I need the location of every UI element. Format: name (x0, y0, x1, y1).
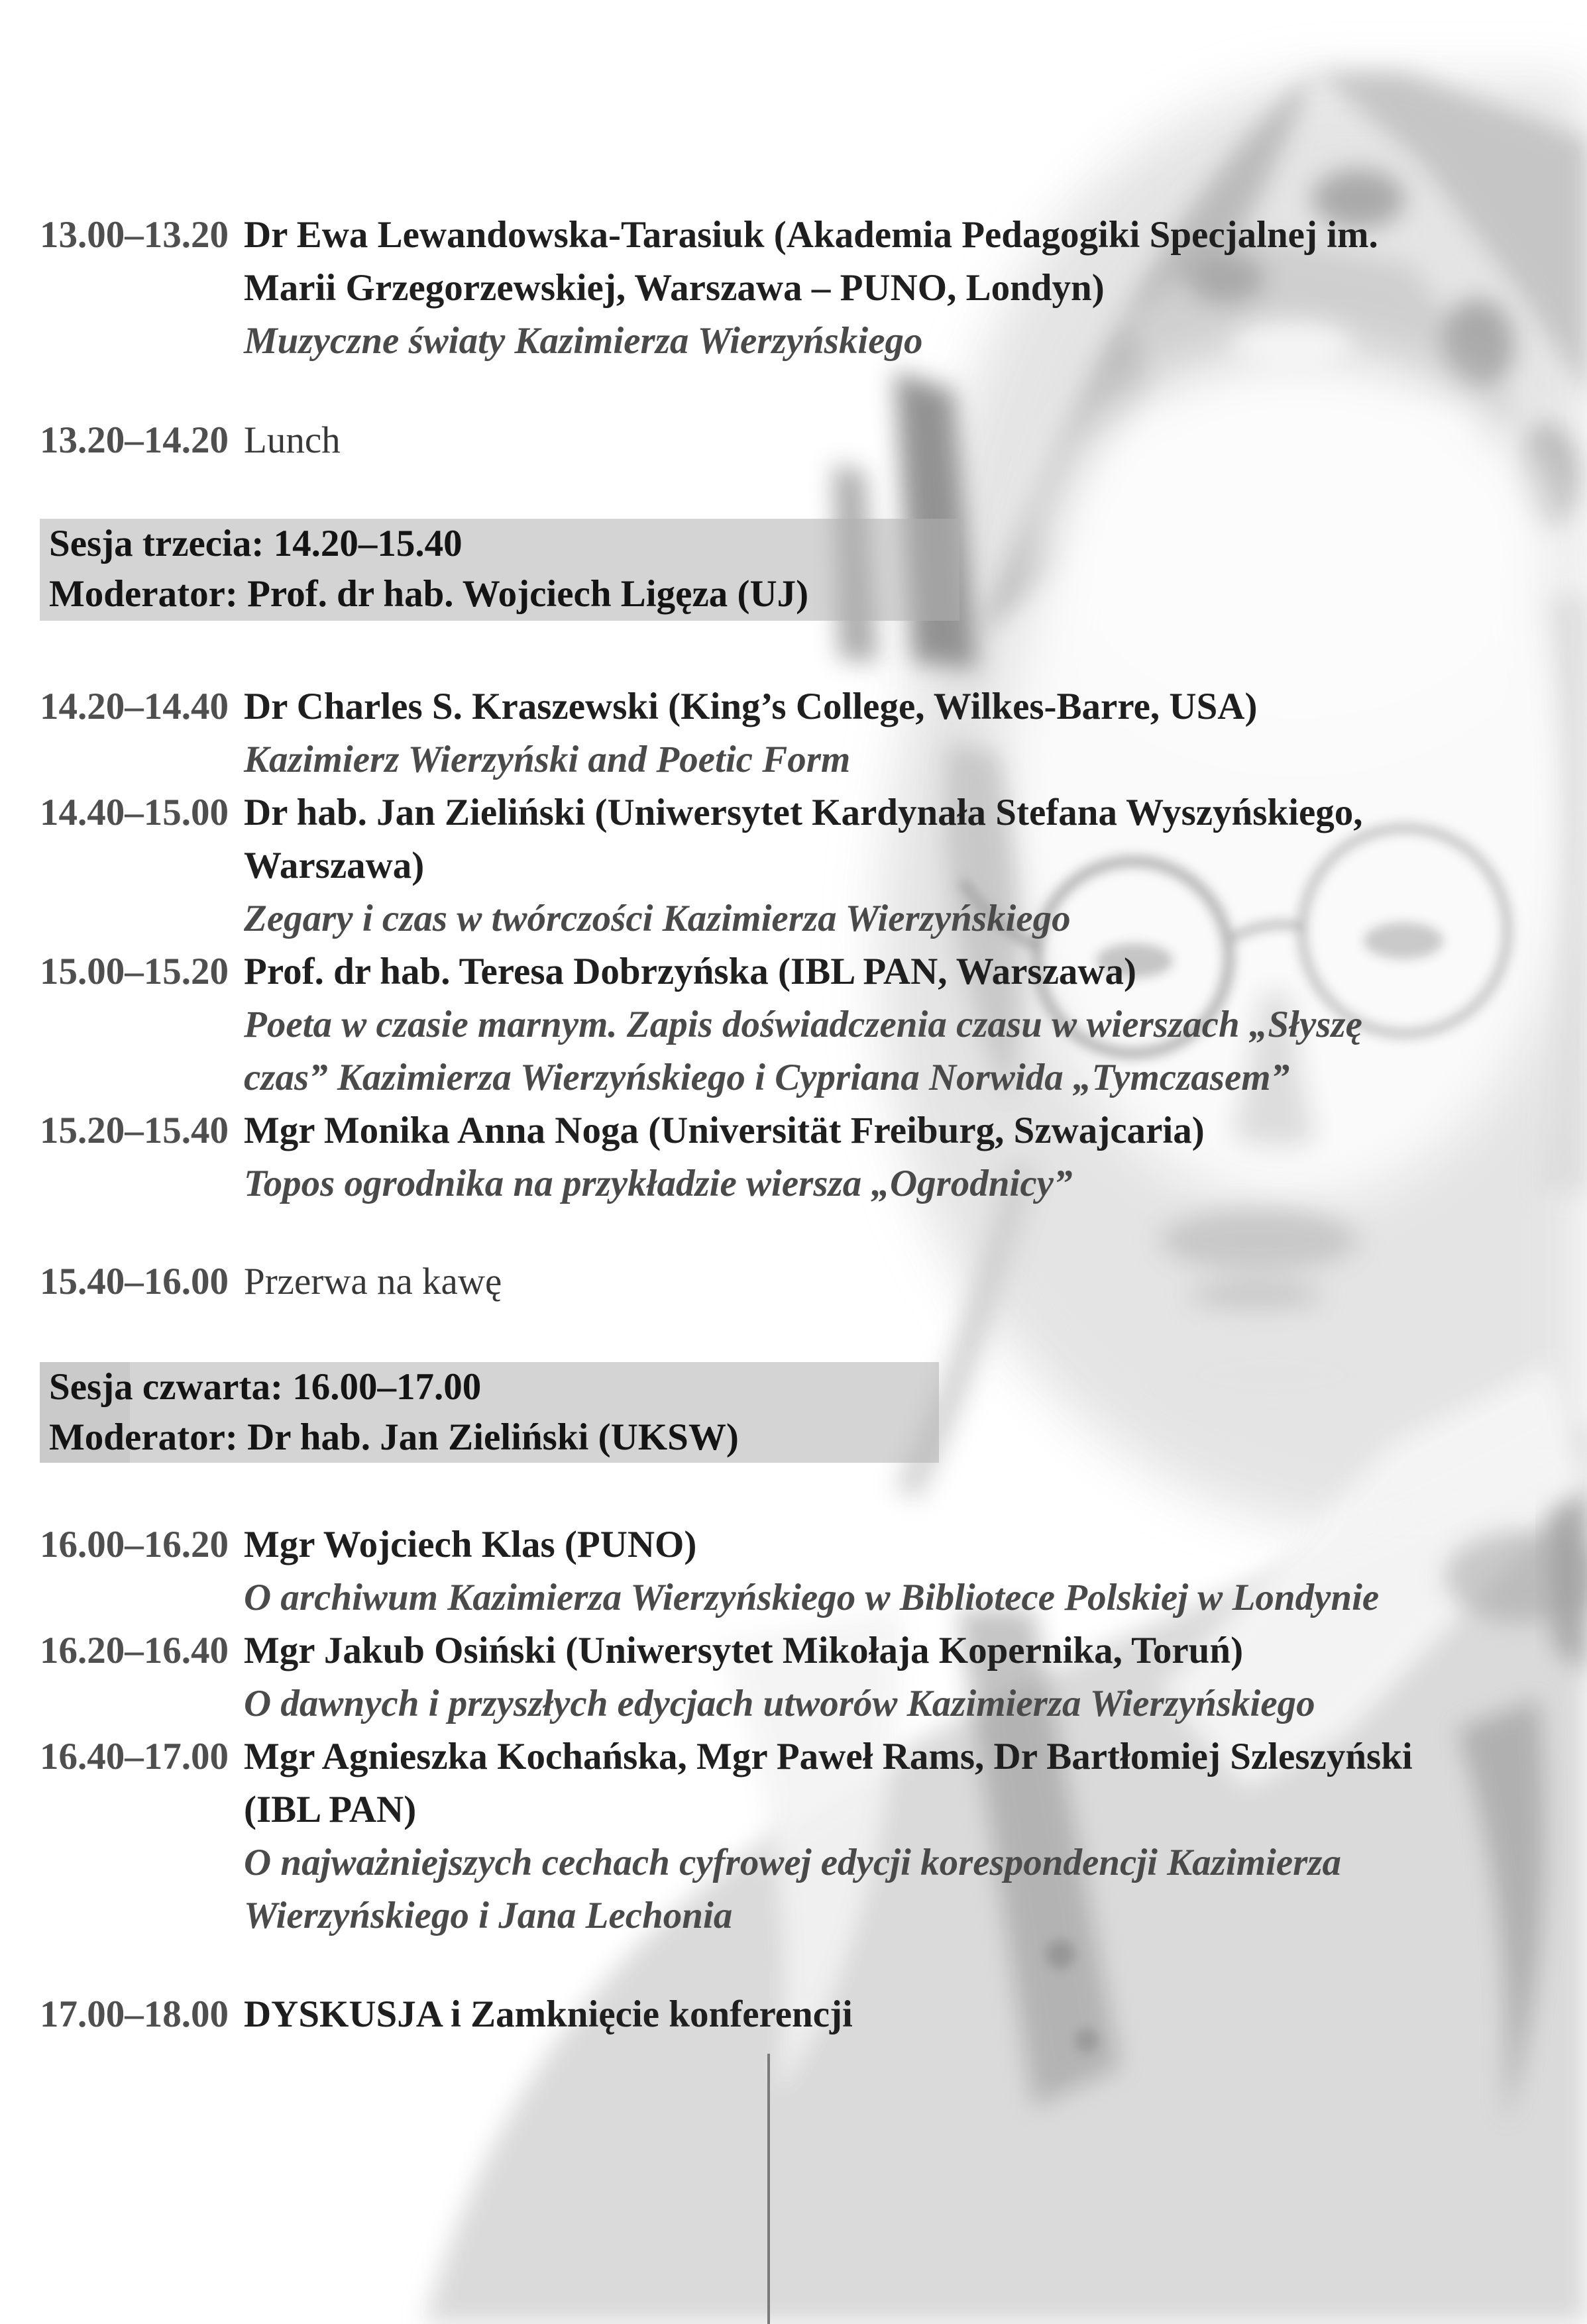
talk-time: 16.00–16.20 (40, 1524, 229, 1565)
session-moderator: Moderator: Prof. dr hab. Wojciech Ligęza (UJ) (49, 573, 809, 615)
talk-title: O archiwum Kazimierza Wierzyńskiego w Bibliotece Polskiej w Londynie (244, 1577, 1380, 1618)
talk-time: 14.20–14.40 (40, 686, 229, 727)
talk-title: Poeta w czasie marnym. Zapis doświadczenia czasu w wierszach „Słyszę (244, 1004, 1362, 1045)
talk-title: Topos ogrodnika na przykładzie wiersza „Ogrodnicy” (244, 1163, 1073, 1204)
talk-time: 15.00–15.20 (40, 951, 229, 992)
break-time: 13.20–14.20 (40, 419, 229, 461)
talk-time: 15.20–15.40 (40, 1110, 229, 1151)
speaker-name: Dr Ewa Lewandowska-Tarasiuk (Akademia Pedagogiki Specjalnej im. (244, 214, 1378, 256)
speaker-name: Mgr Wojciech Klas (PUNO) (244, 1524, 697, 1565)
session-header-bar (40, 519, 959, 621)
talk-title: O najważniejszych cechach cyfrowej edycji korespondencji Kazimierza (244, 1842, 1342, 1883)
talk-time: 13.00–13.20 (40, 214, 229, 256)
speaker-name: Dr Charles S. Kraszewski (King’s College, Wilkes-Barre, USA) (244, 686, 1258, 727)
talk-title: Zegary i czas w twórczości Kazimierza Wierzyńskiego (244, 898, 1071, 939)
session-title: Sesja czwarta: 16.00–17.00 (49, 1366, 482, 1408)
session-title: Sesja trzecia: 14.20–15.40 (49, 523, 463, 564)
speaker-name: (IBL PAN) (244, 1789, 417, 1830)
speaker-name: Dr hab. Jan Zieliński (Uniwersytet Kardynała Stefana Wyszyńskiego, (244, 792, 1363, 833)
break-time: 15.40–16.00 (40, 1261, 229, 1302)
speaker-name: Mgr Monika Anna Noga (Universität Freiburg, Szwajcaria) (244, 1110, 1205, 1151)
talk-time: 14.40–15.00 (40, 792, 229, 833)
break-label: Lunch (244, 419, 341, 461)
closing-label: DYSKUSJA i Zamknięcie konferencji (244, 1993, 853, 2035)
speaker-name: Warszawa) (244, 845, 425, 886)
closing-time: 17.00–18.00 (40, 1993, 229, 2035)
speaker-name: Mgr Jakub Osiński (Uniwersytet Mikołaja Kopernika, Toruń) (244, 1630, 1244, 1671)
speaker-name: Prof. dr hab. Teresa Dobrzyńska (IBL PAN, Warszawa) (244, 951, 1137, 992)
talk-title: Muzyczne światy Kazimierza Wierzyńskiego (244, 320, 923, 362)
talk-title: czas” Kazimierza Wierzyńskiego i Cypriana Norwida „Tymczasem” (244, 1057, 1290, 1098)
session-moderator: Moderator: Dr hab. Jan Zieliński (UKSW) (49, 1416, 739, 1458)
talk-time: 16.20–16.40 (40, 1630, 229, 1671)
talk-title: O dawnych i przyszłych edycjach utworów Kazimierza Wierzyńskiego (244, 1683, 1315, 1724)
talk-time: 16.40–17.00 (40, 1736, 229, 1777)
break-label: Przerwa na kawę (244, 1261, 502, 1302)
talk-title: Wierzyńskiego i Jana Lechonia (244, 1895, 733, 1936)
session-header-bar (40, 1362, 939, 1463)
talk-title: Kazimierz Wierzyński and Poetic Form (244, 739, 851, 780)
speaker-name: Marii Grzegorzewskiej, Warszawa – PUNO, Londyn) (244, 267, 1105, 309)
speaker-name: Mgr Agnieszka Kochańska, Mgr Paweł Rams, Dr Bartłomiej Szleszyński (244, 1736, 1413, 1777)
